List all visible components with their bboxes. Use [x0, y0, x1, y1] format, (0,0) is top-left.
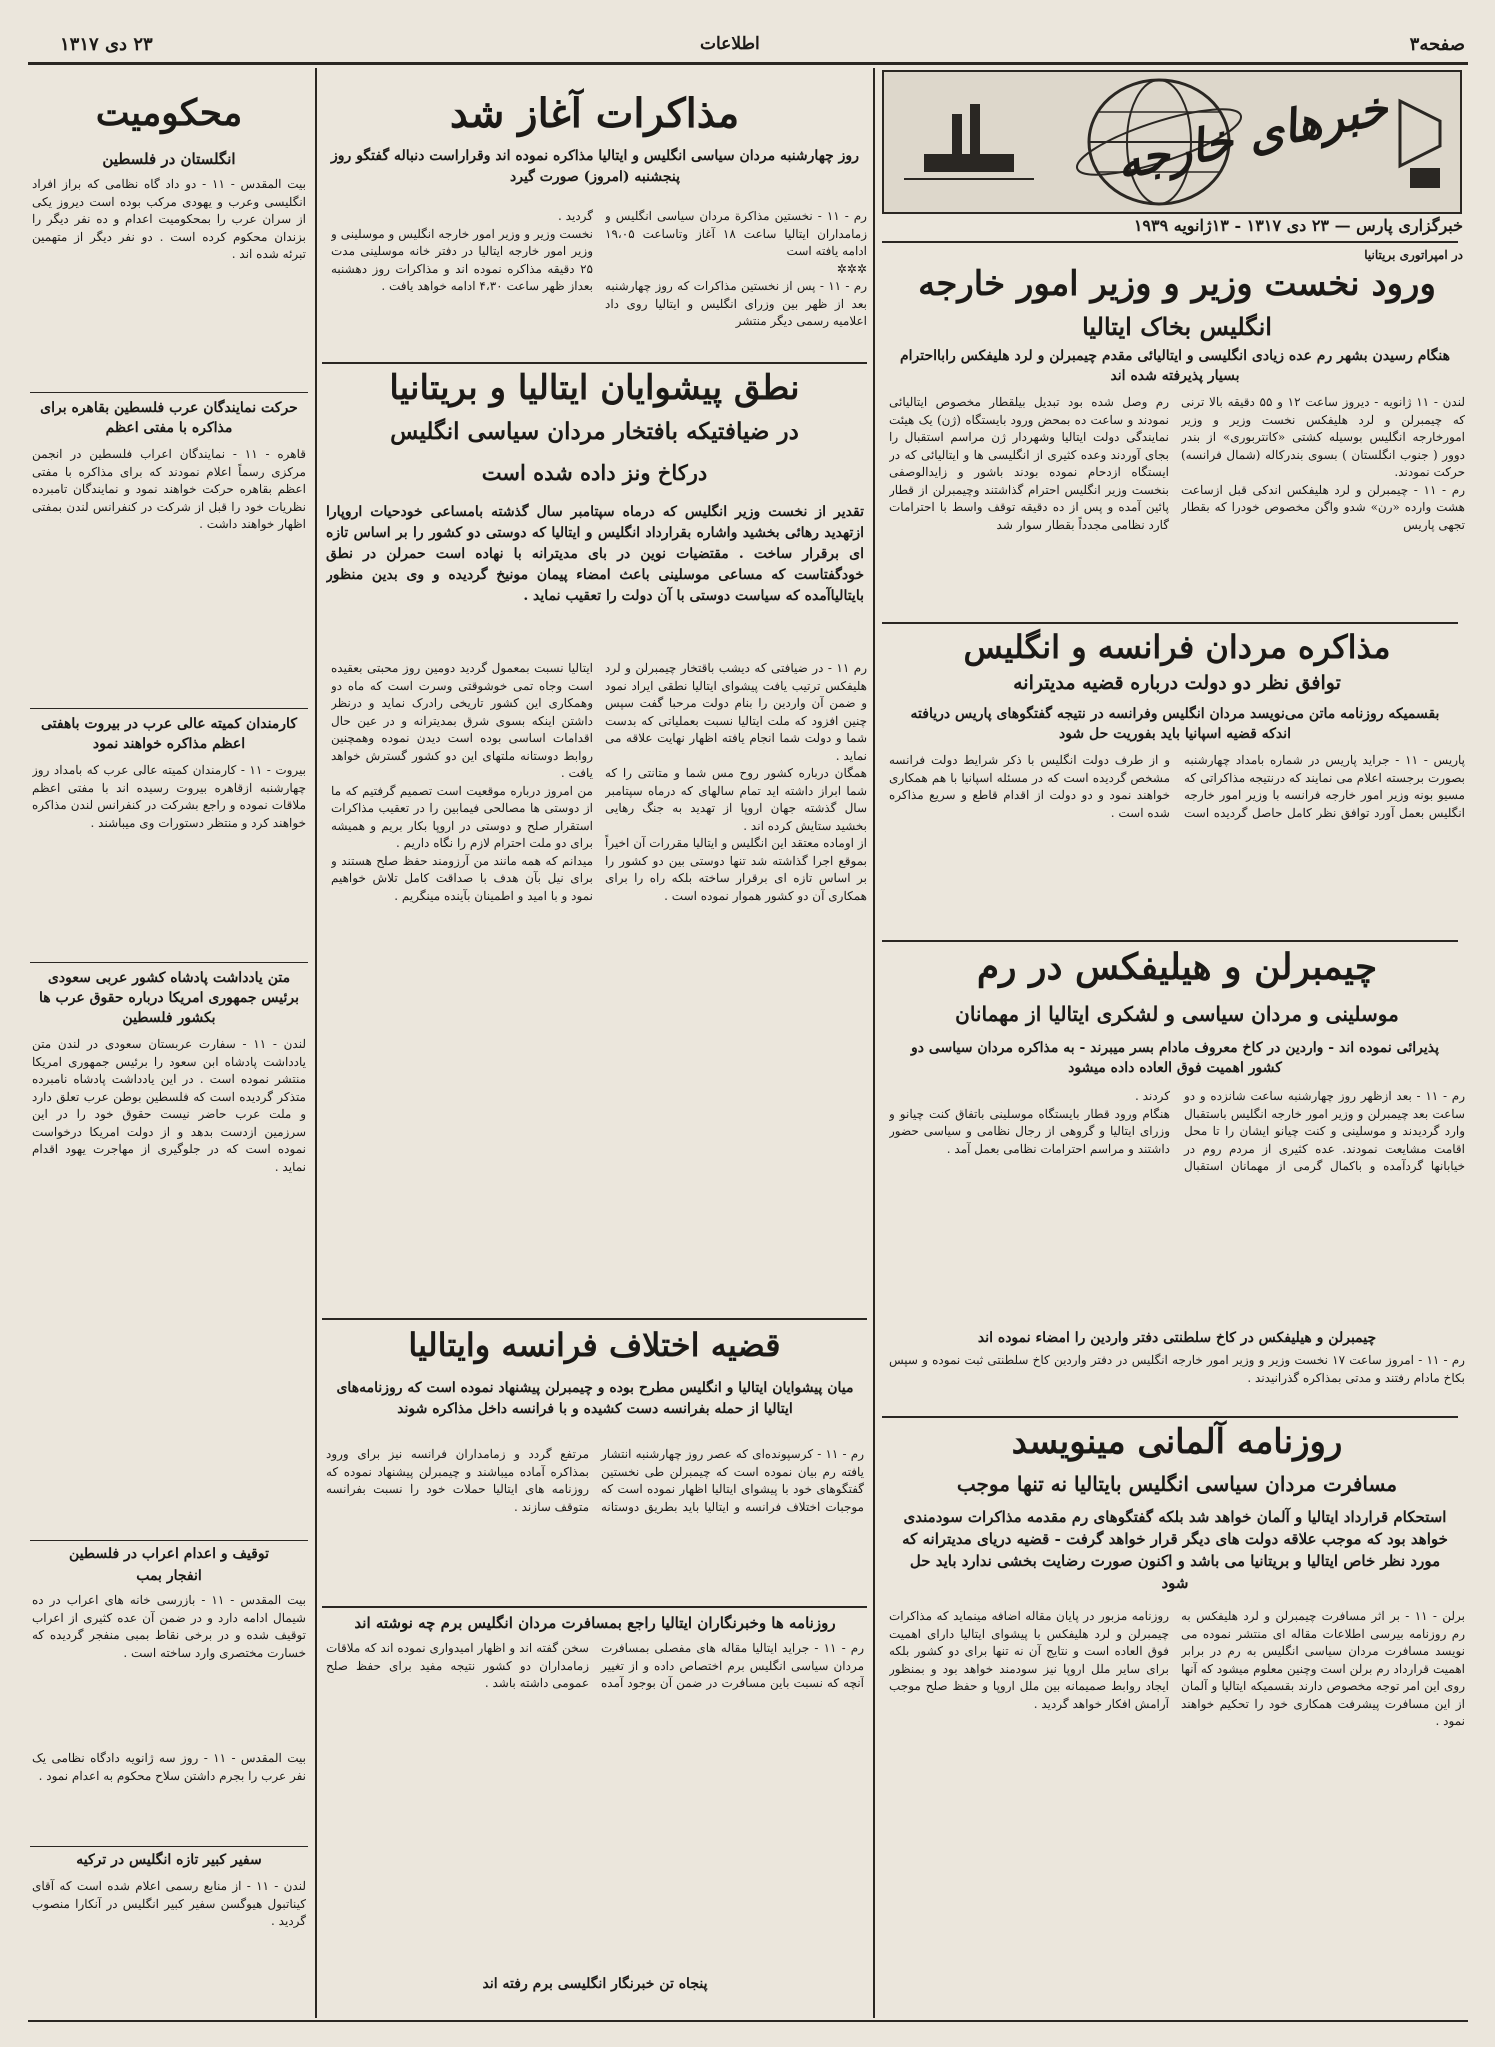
chamberlain-deck: پذیرائی نموده اند - واردین در کاخ معروف مادام بسر میبرند - به مذاکره مردان سیاسی دو کشور اهمیت فوق العاده داده میشود: [911, 1040, 1439, 1076]
chamberlain-footer-head: چیمبرلن و هیلیفکس در کاخ سلطنتی دفتر واردین را امضاء نموده اند: [977, 1330, 1377, 1346]
arrival-col-b: رم وصل شده بود تبدیل بیلقطار مخصوص ایتالیائی نمودند و ساعت ده بمحض ورود بایستگاه (ژن) یک هیئت نمایندگی دولت ایتالیا وشهردار ژن مراسم استقبال را بجای آوردند وعده کثیری از انگلیسی ها و ایتالیائی که در ایستگاه ازدحام نموده بودند باشور و زایدالوصفی بنخست وزیر انگلیس احترام گذاشتند وچیمبرلن از قطار پائین آمده و پس از ده دقیقه توقف واسط با احترامات گارد نظامی مجدداً بقطار سوار شد: [889, 395, 1169, 532]
chamberlain-body: رم - ۱۱ - بعد ازظهر روز چهارشنبه ساعت شانزده و دو ساعت بعد چیمبرلن و وزیر امور خارجه انگلیس باستقبال وارد گردیدند و موسلینی و کنت چیانو ایشان را تا محل اقامت مشایعت نمودند. عده کثیری از مردم روم در خیابانها گردآمده و باکمال گرمی از مهمانان استقبال کردند . هنگام ورود قطار بایستگاه موسلینی باتفاق کنت چیانو و وزرای ایتالیا و گروهی از رجال نظامی و سیاسی حضور داشتند و مراسم احترامات نظامی بعمل آمد .: [889, 1089, 1465, 1173]
france-deck: بقسمیکه روزنامه ماتن می‌نویسد مردان انگلیس وفرانسه در نتیجه گفتگوهای پاریس دریافته اندکه قضیه اسپانیا باید بفوریت حل شود: [910, 706, 1440, 742]
arrests-body: بیت المقدس - ۱۱ - بازرسی خانه های اعراب در ده شیمال ادامه دارد و در ضمن آن عده کثیری از اعراب توقیف شده و در برخی نقاط بمبی منفجر گردیده که خسارت مختصری وارد ساخته است .: [32, 1593, 306, 1660]
saudi-note-body: لندن - ۱۱ - سفارت عربستان سعودی در لندن متن یادداشت پادشاه ابن سعود را برئیس جمهوری امریکا منتشر نموده است . در این یادداشت پادشاه نامبرده متذکر گردیده است که فلسطین بوطن عرب تعلق دارد و ملت عرب حاضر نیست حقوق خود را در این سرزمین ازدست بدهد و از دولت امریکا درخواست نموده است که در جلوگیری از مهاجرت یهود اقدام نماید .: [32, 1037, 306, 1174]
conflict-body: رم - ۱۱ - کرسپونده‌ای که عصر روز چهارشنبه انتشار یافته رم بیان نموده است که چیمبرلن طی نخستین گفتگوهای خود با پیشوای ایتالیا اظهار نموده است که موجبات اختلاف فرانسه و ایتالیا باید بطریق دوستانه مرتفع گردد و زمامداران فرانسه نیز برای ورود بمذاکره آماده میباشند و چیمبرلن پیشنهاد نموده که روزنامه های ایتالیا حملات خود را نسبت بفرانسه متوقف سازند .: [326, 1447, 864, 1514]
speeches-rule: [322, 1318, 867, 1320]
conflict-rule: [322, 1606, 867, 1608]
committee-headline: کارمندان کمیته عالی عرب در بیروت باهفتی اعظم مذاکره خواهند نمود: [40, 716, 297, 752]
top-rule: [28, 62, 1468, 65]
france-subhead: توافق نظر دو دولت درباره قضیه مدیترانه: [1013, 672, 1341, 694]
bottom-rule: [28, 2020, 1468, 2022]
foreign-news-masthead: [882, 70, 1462, 214]
arrests-headline: توقیف و اعدام اعراب در فلسطین: [68, 1546, 270, 1562]
verdict-body: بیت المقدس - ۱۱ - دو داد گاه نظامی که براز افراد انگلیسی وعرب و یهودی مرکب بوده است دیروز یکی از سران عرب را بمحکومیت اعدام و ده نفر دیگر را بزندان محکوم کرده است . دو نفر دیگر از متهمین تبرئه شده اند .: [32, 177, 306, 261]
press-headline: روزنامه ها وخبرنگاران ایتالیا راجع بمسافرت مردان انگلیس برم چه نوشته اند: [354, 1614, 836, 1632]
press-body: رم - ۱۱ - جراید ایتالیا مقاله های مفصلی بمسافرت مردان سیاسی انگلیس برم اختصاص داده و از تغییر آنچه که نسبت باین مسافرت در ضمن آن بوجود آمده سخن گفته اند و اظهار امیدواری نموده اند که ملاقات زمامداران دو کشور نتیجه مفید برای حفظ صلح عمومی داشته باشد .: [326, 1641, 864, 1690]
ambassador-body: لندن - ۱۱ - از منابع رسمی اعلام شده است که آقای کیناتبول هیوگسن سفیر کبیر انگلیس در آنکارا منصوب گردید .: [32, 1879, 306, 1928]
chamberlain-footer-body: رم - ۱۱ - امروز ساعت ۱۷ نخست وزیر و وزیر امور خارجه انگلیس در دفتر واردین کاخ سلطنتی ثبت نموده و سپس بکاخ مادام رفتند و مدتی بمذاکره گذرانیدند .: [889, 1353, 1465, 1385]
german-headline: روزنامه آلمانی مینویسد: [1011, 1422, 1343, 1462]
chamberlain-headline: چیمبرلن و هیلیفکس در رم: [976, 946, 1378, 988]
left-rule-5: [30, 1846, 308, 1847]
court-body: بیت المقدس - ۱۱ - روز سه ژانویه دادگاه نظامی یک نفر عرب را بجرم داشتن سلاح محکوم به اعدام نمود .: [32, 1751, 306, 1783]
verdict-kicker: انگلستان در فلسطین: [102, 150, 236, 168]
masthead-dateline: خبرگزاری پارس — ۲۳ دی ۱۳۱۷ - ۱۳ژانویه ۱۹۳۹: [1133, 216, 1463, 235]
arrival-subhead: انگلیس بخاک ایتالیا: [1082, 312, 1272, 341]
arrival-rule: [882, 622, 1458, 624]
talks-deck: روز چهارشنبه مردان سیاسی انگلیس و ایتالیا مذاکره نموده اند وقراراست دنباله گفتگو روز پنجشنبه (امروز) صورت گیرد: [331, 148, 859, 185]
france-body: پاریس - ۱۱ - جراید پاریس در شماره بامداد چهارشنبه بصورت برجسته اعلام می نمایند که درنتیجه مذاکراتی که مسیو بونه وزیر امور خارجه فرانسه با وزیر امور خارجه انگلیس بعمل آورد توافق نظر کامل حاصل گردیده است و از طرف دولت انگلیس با ذکر شرایط دولت فرانسه مشخص گردیده است که در مسئله اسپانیا با هم همکاری خواهند نمود و دو دولت از اقدام قاطع و سریع مذاکره شده است .: [889, 753, 1465, 820]
page-number: صفحه۳: [1409, 34, 1465, 55]
committee-body: بیروت - ۱۱ - کارمندان کمیته عالی عرب که بامداد روز چهارشنبه ازقاهره بیروت رسیده اند با مفتی اعظم ملاقات نموده و راجع بشرکت در کنفرانس لندن مذاکره خواهند کرد و منتظر دستورات وی میباشند .: [32, 763, 306, 830]
conflict-deck: میان پیشوایان ایتالیا و انگلیس مطرح بوده و چیمبرلن پیشنهاد نموده است که روزنامه‌های ایتالیا از حمله بفرانسه دست کشیده و با فرانسه داخل مذاکره شوند: [336, 1380, 854, 1417]
speeches-intro: تقدیر از نخست وزیر انگلیس که درماه سپتامبر سال گذشته بامساعی خودحیات اروپارا ازتهدید رهائی بخشید واشاره بقرارداد انگلیس و ایتالیا که دوستی دو کشور را بر اساس تازه ای برقرار ساخت . مقتضیات نوین در بای مدیترانه با نهاده است حمرلن در نطق خودگفتاست که مساعی موسلینی باعث امضاء پیمان مونیخ گردیده و وی بدین منظور بایتالیاآمده که سیاست دوستی با آن دولت را تعقیب نماید .: [326, 504, 864, 604]
chamberlain-rule: [882, 1416, 1458, 1418]
arrival-deck: هنگام رسیدن بشهر رم عده زیادی انگلیسی و ایتالیائی مقدم چیمبرلن و لرد هلیفکس رابااحترام بسیار پذیرفته شده اند: [899, 348, 1451, 384]
delegates-headline: حرکت نمایندگان عرب فلسطین بقاهره برای مذاکره با مفتی اعظم: [40, 400, 298, 436]
german-col-a: برلن - ۱۱ - بر اثر مسافرت چیمبرلن و لرد هلیفکس به رم روزنامه بیرسی اطلاعات مقاله ای منتشر نموده می نویسد مسافرت مردان سیاسی انگلیس به رم در برابر اهمیت قرارداد رم برلن است وچنین معلوم میشود که آنها روی این امر توجه مخصوص دارند بقسمیکه ایتالیا و آلمان از این مسافرت پیشرفت همکاری خود را تحکیم خواهند نمود .: [1181, 1609, 1465, 1728]
left-rule-4: [30, 1540, 308, 1541]
france-rule: [882, 940, 1458, 942]
speeches-col-b: ایتالیا نسبت بمعمول گردید دومین روز محبتی بعقیده است وجاه تمی خوشوقتی وسرت است که ماه دو وهمکاری این کشور تاریخی رادرک نماید و درنظر داشتن اینکه بسوی شرق بمدیترانه و در عین حال اقدامات اساسی بوده است دیدن نموده وهمچنین روابط دوستانه ملتهای این دو کشور گسترش خواهد یافت . من امروز درباره موقعیت است تصمیم گرفتیم که ما از دوستی ها مصالحی فیمابین را در تعقیب مذاکرات استقرار صلح و دوستی در اروپا بکار بریم و همیشه برای دو ملت احترام لازم را نگاه داریم . میدانم که همه مانند من آرزومند حفظ صلح هستند و برای نیل بآن هدف با صداقت کامل تلاش خواهیم نمود و با امید و اطمینان بآینده مینگریم .: [331, 661, 593, 903]
france-headline: مذاکره مردان فرانسه و انگلیس: [963, 628, 1391, 666]
saudi-note-headline: متن یادداشت پادشاه کشور عربی سعودی برئیس جمهوری امریکا درباره حقوق عرب ها بکشور فلسطین: [39, 970, 299, 1026]
verdict-headline: محکومیت: [95, 92, 243, 134]
speeches-deck-1: در ضیافتیکه بافتخار مردان سیاسی انگلیس: [390, 418, 799, 445]
speeches-headline: نطق پیشوایان ایتالیا و بریتانیا: [389, 368, 800, 408]
talks-col-b: گردید . نخست وزیر و وزیر امور خارجه انگلیس و موسلینی و وزیر امور خارجه ایتالیا در دفتر خانه موسلینی مدت ۲۵ دقیقه مذاکره نموده اند و مذاکرات روز دهشنبه بعداز ظهر ساعت ۴،۳۰ ادامه خواهد یافت .: [331, 209, 593, 293]
masthead-rule: [882, 241, 1458, 243]
german-subhead: مسافرت مردان سیاسی انگلیس بایتالیا نه تنها موجب: [956, 1472, 1398, 1496]
column-rule-right: [873, 68, 875, 2018]
arrival-headline: ورود نخست وزیر و وزیر امور خارجه: [918, 264, 1436, 304]
arrival-col-a: لندن - ۱۱ ژانویه - دیروز ساعت ۱۲ و ۵۵ دقیقه بالا ترنی که چیمبرلن و لرد هلیفکس نخست وزیر و وزیر امورخارجه انگلیس بوسیله کشتی «کانتربوری» از بندر دوور ( جنوب انگلستان ) بسوی بندرکاله (شمال فرانسه) حرکت نمودند. رم - ۱۱ - چیمبرلن و لرد هلیفکس اندکی قبل ازساعت هشت وارده «رن» شدو واگن مخصوص خودرا که بقطار تجهی پاریس: [1181, 395, 1465, 532]
ship-icon: [904, 84, 1034, 204]
arrival-kicker: در امپراتوری بریتانیا: [1364, 248, 1463, 262]
gramophone-icon: [1390, 86, 1450, 196]
press-footer: پنجاه تن خبرنگار انگلیسی برم رفته اند: [482, 1976, 708, 1992]
conflict-headline: قضیه اختلاف فرانسه وایتالیا: [408, 1326, 781, 1364]
paper-name: اطلاعات: [700, 34, 760, 54]
speeches-col-a: رم ۱۱ - در ضیافتی که دیشب باقتخار چیمبرلن و لرد هلیفکس ترتیب یافت پیشوای ایتالیا نطقی ایراد نمود و ضمن آن واردین را بنام دولت مرحبا گفت سپس چنین افزود که ملت ایتالیا نسبت بعملیاتی که بدست شما و دولت شما انجام یافته اظهار نهایت علاقه می نماید . همگان درباره کشور روح مس شما و متانتی را که شما ابراز داشته اید تمام سالهای که درماه سپتامبر سال گذشته جهان اروپا از تهدید به جنگ رهایی بخشید ستایش کرده اند . از اوماده معتقد این انگلیس و ایتالیا مقررات آن اخیراً بموقع اجرا گذاشته شد تنها دوستی بین دو کشور را بر اساس تازه ای برقرار ساخته بلکه راه را برای همکاری آن دو کشور هموار نموده است .: [605, 661, 867, 903]
talks-headline: مذاکرات آغاز شد: [449, 90, 740, 137]
ambassador-headline: سفیر کبیر تازه انگلیس در ترکیه: [76, 1852, 262, 1868]
chamberlain-subhead: موسلینی و مردان سیاسی و لشکری ایتالیا از مهمانان: [955, 1002, 1399, 1026]
delegates-body: قاهره - ۱۱ - نمایندگان اعراب فلسطین در انجمن مرکزی رسماً اعلام نمودند که برای مذاکره با مفتی اعظم بقاهره حرکت خواهند نمود و نمایندگان تامبرده نظریات خود را قبل از شرکت در کنفرانس لندن بمفتی اظهار خواهند داشت .: [32, 447, 306, 531]
speeches-deck-2: درکاخ ونز داده شده است: [481, 460, 708, 485]
left-rule-3: [30, 962, 308, 963]
talks-col-a: رم - ۱۱ - نخستین مذاکرة مردان سیاسی انگلیس و زمامداران ایتالیا ساعت ۱۸ آغاز وتاساعت ۱۹،۰۵ ادامه یافته است ✲✲✲ رم - ۱۱ - پس از نخستین مذاکرات که روز چهارشنبه بعد از ظهر بین وزرای انگلیس و ایتالیا روی داد اعلامیه رسمی دیگر منتشر: [605, 209, 867, 328]
section-title: خبرهای خارجه: [1111, 79, 1393, 191]
column-rule-left: [315, 68, 317, 2018]
issue-date: ۲۳ دی ۱۳۱۷: [60, 34, 153, 55]
left-rule-1: [30, 392, 308, 393]
arrests-subhead: انفجار بمب: [136, 1568, 202, 1584]
talks-rule: [322, 362, 867, 364]
german-col-b: روزنامه مزبور در پایان مقاله اضافه مینماید که مذاکرات چیمبرلن و لرد هلیفکس با پیشوای ایتالیا دارای اهمیت فوق العاده است و نتایج آن نه تنها برای دو کشور بلکه برای سایر ملل اروپا نیز سودمند خواهد بود و بمنظور ایجاد روابط صمیمانه بین ملل اروپا و حفظ صلح موجب آرامش افکار خواهد گردید .: [889, 1609, 1169, 1711]
german-deck: استحکام قرارداد ایتالیا و آلمان خواهد شد بلکه گفتگوهای رم مقدمه مذاکرات سودمندی خواهد بود که موجب علاقه دولت های دیگر قرار خواهد گرفت - قضیه دریای مدیترانه که مورد نظر خاص ایتالیا و بریتانیا می باشد و اکنون صورت رضایت بخشی ندارد باید حل شود: [902, 1508, 1448, 1592]
left-rule-2: [30, 708, 308, 709]
